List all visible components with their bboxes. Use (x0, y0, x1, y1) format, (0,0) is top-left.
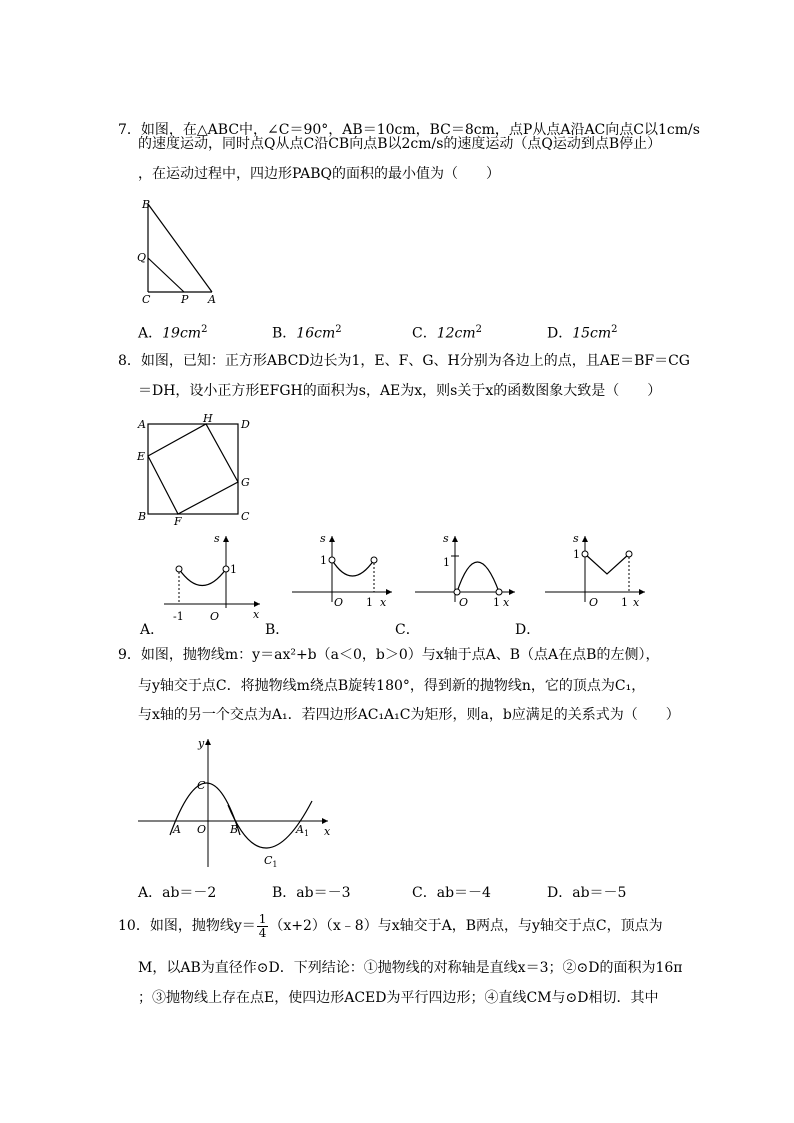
q8-graph-b (290, 530, 400, 610)
q7-option-a: A．$19cm^2$ (138, 324, 208, 342)
svg-text:C1: $C_1$ (264, 854, 278, 869)
svg-text:O: O (197, 823, 207, 836)
q7-label-q: Q (137, 251, 147, 264)
svg-text:1: 1 (573, 548, 580, 561)
q8-label-c: C (241, 510, 250, 523)
svg-text:O: O (589, 596, 599, 609)
q7-line-1: 7．如图，在△ABC中，∠C＝90°，AB＝10cm，BC＝8cm，点P从点A沿AC向点C以1cm/s (118, 122, 700, 138)
q8-label-d: D (241, 418, 250, 431)
q10-line-1: 10．如图，抛物线y＝ $\frac{1}{4}$ （x+2）（x﹣8）与x轴交于A，B两点，与y轴交于点C，顶点为 (118, 911, 663, 940)
svg-text:s: s (573, 532, 579, 545)
svg-text:x: x (253, 608, 260, 621)
svg-text:x: x (633, 596, 640, 609)
q9-option-d: D．ab＝－5 (547, 885, 627, 901)
svg-text:1: 1 (443, 556, 450, 569)
q10-line-3: ；③抛物线上存在点E，使四边形ACED为平行四边形；④直线CM与⊙D相切．其中 (138, 990, 659, 1006)
svg-text:O: O (334, 596, 344, 609)
q9-option-c: C．ab＝－4 (412, 885, 491, 901)
q8-option-d: D． (515, 622, 541, 638)
svg-text:A1: $A_1$ (296, 823, 310, 838)
q7-option-d: D．$15cm^2$ (547, 324, 618, 342)
q7-label-c: C (142, 293, 151, 306)
svg-text:C: C (197, 779, 206, 792)
q9-line-3: 与x轴的另一个交点为A₁．若四边形AC₁A₁C为矩形，则a，b应满足的关系式为（ ） (138, 707, 680, 723)
svg-text:1: 1 (621, 596, 628, 609)
q8-line-1: 8．如图，已知：正方形ABCD边长为1，E、F、G、H分别为各边上的点，且AE＝BF＝CG (118, 353, 690, 369)
q9-parabola-figure (136, 735, 336, 870)
q7-line-2: 的速度运动，同时点Q从点C沿CB向点B以2cm/s的速度运动（点Q运动到点B停止） (138, 136, 662, 152)
q10-fraction: $\frac{1}{4}$ (258, 911, 267, 940)
q8-option-c: C． (395, 622, 420, 638)
q8-label-f: F (174, 515, 182, 528)
svg-text:s: s (320, 532, 326, 545)
q7-label-b: B (142, 198, 151, 211)
svg-text:1: 1 (366, 596, 373, 609)
svg-text:1: 1 (320, 554, 327, 567)
q9-line-1: 9．如图，抛物线m：y＝ax²+b（a＜0，b＞0）与x轴于点A、B（点A在点B的左侧）， (118, 647, 660, 663)
q7-label-a: A (208, 293, 216, 306)
svg-text:A: A (173, 823, 181, 836)
q8-graph-c (413, 530, 523, 610)
q8-graph-d (543, 530, 653, 610)
q9-option-a: A．ab＝－2 (138, 885, 217, 901)
svg-text:x: x (324, 825, 331, 838)
svg-text:s: s (214, 532, 220, 545)
q8-square-figure (134, 412, 254, 527)
q8-label-e: E (137, 450, 146, 463)
q7-triangle-figure (136, 194, 236, 304)
svg-text:1: 1 (230, 563, 237, 576)
svg-text:O: O (210, 610, 220, 623)
q8-line-2: ＝DH，设小正方形EFGH的面积为s，AE为x，则s关于x的函数图象大致是（ ） (138, 383, 662, 399)
q8-label-b: B (138, 510, 147, 523)
q8-option-a: A． (140, 622, 165, 638)
svg-text:y: y (198, 737, 205, 750)
q10-line-2: M，以AB为直径作⊙D．下列结论：①抛物线的对称轴是直线x＝3；②⊙D的面积为16π (138, 960, 683, 976)
svg-text:O: O (459, 596, 469, 609)
q7-line-3: ，在运动过程中，四边形PABQ的面积的最小值为（ ） (138, 166, 501, 182)
svg-text:s: s (443, 532, 449, 545)
q9-line-2: 与y轴交于点C．将抛物线m绕点B旋转180°，得到新的抛物线n，它的顶点为C₁， (138, 678, 646, 694)
svg-text:x: x (503, 596, 510, 609)
q8-option-b: B． (265, 622, 290, 638)
svg-text:-1: -1 (173, 610, 184, 623)
q7-option-c: C．$12cm^2$ (412, 324, 483, 342)
q8-label-h: H (203, 412, 213, 425)
q8-label-a: A (138, 418, 146, 431)
svg-text:1: 1 (493, 596, 500, 609)
q8-graph-a (160, 530, 270, 623)
q7-label-p: P (181, 293, 189, 306)
q7-option-b: B．$16cm^2$ (272, 324, 342, 342)
q8-label-g: G (241, 476, 250, 489)
q9-option-b: B．ab＝－3 (272, 885, 351, 901)
svg-text:x: x (380, 596, 387, 609)
svg-text:B: B (230, 823, 239, 836)
